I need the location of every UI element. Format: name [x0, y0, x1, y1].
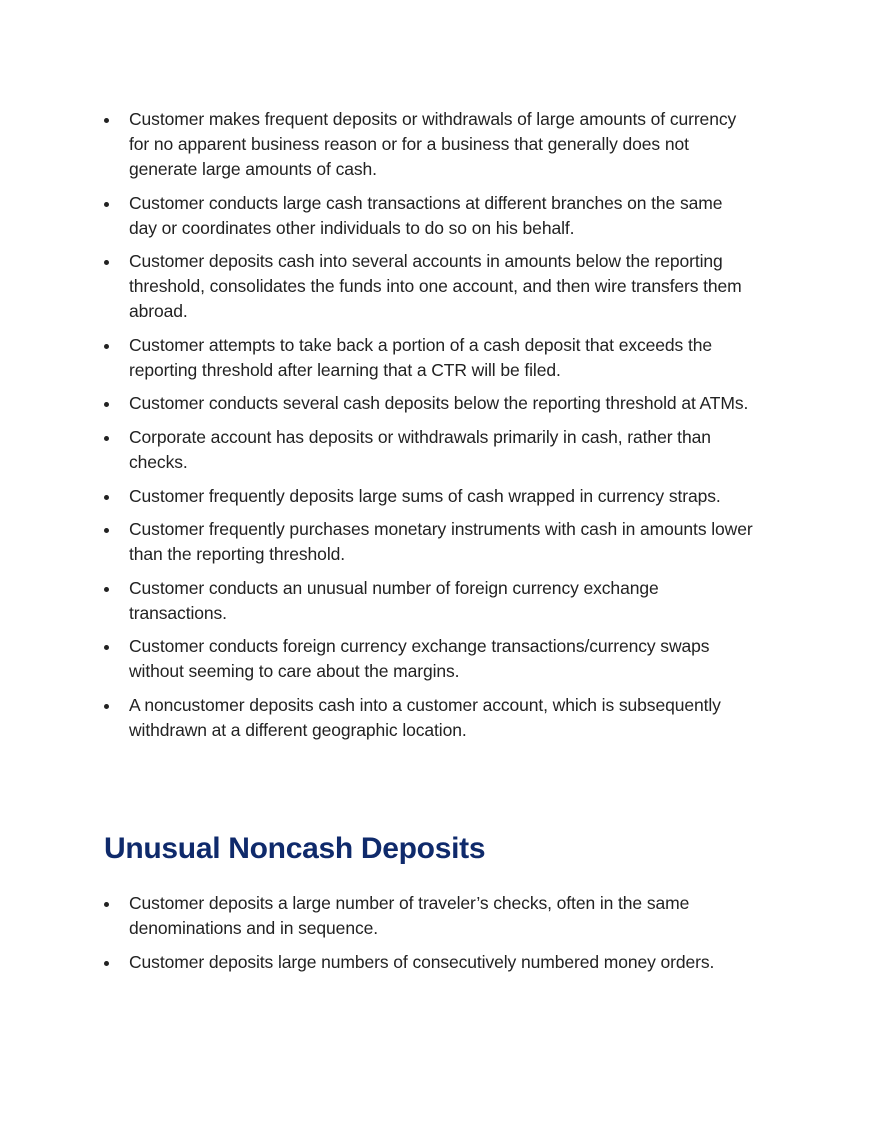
bullet-icon: [104, 645, 109, 650]
bullet-icon: [104, 260, 109, 265]
list-item-text: Customer attempts to take back a portion of a cash deposit that exceeds the reporting threshold after learning that a CTR will be filed.: [129, 334, 712, 380]
list-item-text: Customer deposits a large number of traveler’s checks, often in the same denominations and in sequence.: [129, 893, 690, 938]
list-item: [104, 333, 754, 383]
list-item: [104, 517, 754, 567]
list-item-text: Corporate account has deposits or withdrawals primarily in cash, rather than checks.: [129, 426, 711, 472]
cash-indicator-list: [104, 107, 754, 752]
list-item: [104, 634, 754, 684]
bullet-icon: [104, 202, 109, 207]
list-item-text: Customer makes frequent deposits or withdrawals of large amounts of currency for no apparent business reason or for a business that generally does not generate large amounts of cash.: [129, 109, 737, 179]
bullet-icon: [104, 704, 109, 709]
bullet-icon: [104, 587, 109, 592]
bullet-icon: [104, 528, 109, 533]
list-item: [104, 693, 754, 743]
list-item-text: Customer frequently purchases monetary instruments with cash in amounts lower than the reporting threshold.: [129, 519, 753, 565]
list-item-text: Customer frequently deposits large sums of cash wrapped in currency straps.: [129, 485, 721, 506]
list-item: [104, 107, 754, 182]
bullet-icon: [104, 495, 109, 500]
noncash-indicator-list: [104, 891, 754, 983]
section-heading: Unusual Noncash Deposits: [104, 832, 486, 865]
list-item: [104, 191, 754, 241]
list-item-text: Customer conducts several cash deposits below the reporting threshold at ATMs.: [129, 393, 749, 414]
bullet-icon: [104, 344, 109, 349]
list-item: [104, 891, 754, 941]
bullet-icon: [104, 402, 109, 407]
list-item: [104, 425, 754, 475]
bullet-icon: [104, 961, 109, 966]
list-item-text: Customer deposits large numbers of consecutively numbered money orders.: [129, 951, 715, 972]
list-item: [104, 391, 754, 416]
list-item-text: Customer deposits cash into several accounts in amounts below the reporting threshold, consolidates the funds into one account, and then wire transfers them abroad.: [129, 251, 742, 322]
list-item-text: Customer conducts an unusual number of foreign currency exchange transactions.: [129, 577, 659, 623]
list-item-text: Customer conducts foreign currency exchange transactions/currency swaps without seeming to care about the margins.: [129, 636, 710, 682]
list-item-text: Customer conducts large cash transactions at different branches on the same day or coordinates other individuals to do so on his behalf.: [129, 192, 723, 238]
list-item: [104, 249, 754, 324]
bullet-icon: [104, 436, 109, 441]
list-item: [104, 950, 754, 975]
list-item: [104, 576, 754, 626]
list-item-text: A noncustomer deposits cash into a customer account, which is subsequently withdrawn at a different geographic location.: [129, 694, 721, 740]
bullet-icon: [104, 118, 109, 123]
list-item: [104, 484, 754, 509]
bullet-icon: [104, 902, 109, 907]
